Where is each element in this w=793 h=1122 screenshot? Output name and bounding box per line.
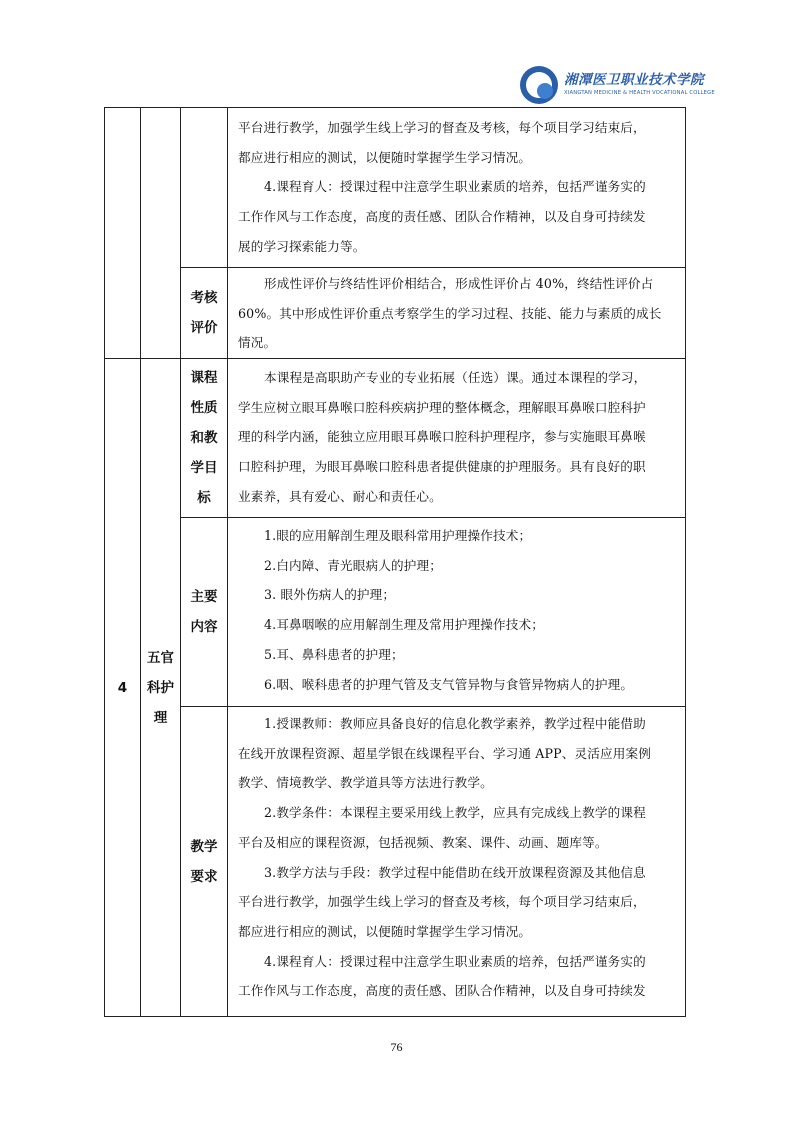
teach-text-line: 教学、情境教学、教学道具等方法进行教学。 bbox=[238, 775, 493, 791]
content-label-line: 主要 bbox=[190, 589, 218, 605]
content-list-cell bbox=[227, 517, 686, 707]
cont-text-line: 展的学习探索能力等。 bbox=[238, 238, 366, 254]
assessment-content-cell bbox=[227, 267, 686, 359]
cont-teach-cell bbox=[227, 107, 686, 268]
course-name-line: 五官 bbox=[147, 649, 174, 666]
nature-text-line: 本课程是高职助产专业的专业拓展（任选）课。通过本课程的学习， bbox=[264, 370, 647, 385]
content-list-item: 2.白内障、青光眼病人的护理； bbox=[264, 557, 442, 573]
teach-label-line: 教学 bbox=[190, 838, 218, 855]
assessment-label-line: 考核 bbox=[190, 290, 218, 306]
content-label-cell bbox=[180, 517, 228, 707]
cont-label-cell bbox=[180, 107, 228, 268]
nature-label-line: 学目 bbox=[190, 460, 218, 476]
teach-label-line: 要求 bbox=[190, 868, 218, 885]
course-name-line: 理 bbox=[153, 709, 168, 726]
nature-label-line: 和教 bbox=[190, 430, 218, 446]
nature-text-line: 业素养，具有爱心、耐心和责任心。 bbox=[238, 488, 442, 504]
nature-label-cell bbox=[180, 358, 228, 518]
content-list-item: 3. 眼外伤病人的护理； bbox=[264, 587, 396, 603]
assessment-text-line: 情况。 bbox=[238, 335, 277, 351]
college-name-cn: 湘潭医卫职业技术学院 bbox=[564, 72, 704, 88]
cont-text-line: 平台进行教学，加强学生线上学习的督查及考核，每个项目学习结束后， bbox=[238, 120, 646, 135]
teach-text-line: 平台及相应的课程资源，包括视频、教案、课件、动画、题库等。 bbox=[238, 834, 608, 850]
nature-content-cell bbox=[227, 358, 686, 518]
content-list-item: 4.耳鼻咽喉的应用解剖生理及常用护理操作技术； bbox=[264, 617, 544, 633]
cont-number-cell bbox=[104, 107, 141, 359]
page-number: 76 bbox=[390, 1040, 403, 1054]
content-label-line: 内容 bbox=[190, 619, 218, 635]
college-name-en: XIANGTAN MEDICINE & HEALTH VOCATIONAL COLLEGE bbox=[564, 90, 715, 96]
teach-text-line: 2.教学条件：本课程主要采用线上教学，应具有完成线上教学的课程 bbox=[264, 805, 646, 821]
teach-text-line: 平台进行教学，加强学生线上学习的督查及考核，每个项目学习结束后， bbox=[238, 894, 646, 910]
course-number: 4 bbox=[117, 679, 128, 696]
teach-text-line: 4.课程育人：授课过程中注意学生职业素质的培养，包括严谨务实的 bbox=[264, 953, 646, 969]
nature-text-line: 口腔科护理，为眼耳鼻喉口腔科患者提供健康的护理服务。具有良好的职 bbox=[238, 459, 646, 475]
teach-text-line: 工作作风与工作态度，高度的责任感、团队合作精神，以及自身可持续发 bbox=[238, 983, 646, 999]
course-name-cell bbox=[140, 358, 181, 1017]
cont-text-line: 4.课程育人：授课过程中注意学生职业素质的培养，包括严谨务实的 bbox=[264, 179, 646, 195]
assessment-label-line: 评价 bbox=[190, 320, 218, 336]
content-list-item: 5.耳、鼻科患者的护理； bbox=[264, 646, 404, 662]
cont-text-line: 工作作风与工作态度，高度的责任感、团队合作精神，以及自身可持续发 bbox=[238, 209, 646, 225]
college-logo-header bbox=[520, 64, 720, 108]
cont-text-line: 都应进行相应的测试，以便随时掌握学生学习情况。 bbox=[238, 149, 532, 165]
teach-content-cell bbox=[227, 706, 686, 1017]
assessment-label-cell bbox=[180, 267, 228, 359]
content-list-item: 6.咽、喉科患者的护理气管及支气管异物与食管异物病人的护理。 bbox=[264, 676, 634, 692]
nature-text-line: 学生应树立眼耳鼻喉口腔科疾病护理的整体概念，理解眼耳鼻喉口腔科护 bbox=[238, 399, 646, 415]
assessment-text-line: 60%。其中形成性评价重点考察学生的学习过程、技能、能力与素质的成长 bbox=[238, 305, 662, 321]
course-name-line: 科护 bbox=[147, 679, 174, 696]
nature-text-line: 理的科学内涵，能独立应用眼耳鼻喉口腔科护理程序，参与实施眼耳鼻喉 bbox=[238, 429, 646, 445]
teach-text-line: 都应进行相应的测试，以便随时掌握学生学习情况。 bbox=[238, 923, 532, 939]
teach-text-line: 1.授课教师：教师应具备良好的信息化教学素养，教学过程中能借助 bbox=[264, 716, 646, 731]
cont-name-cell bbox=[140, 107, 181, 359]
nature-label-line: 标 bbox=[197, 490, 211, 506]
nature-label-line: 性质 bbox=[190, 400, 218, 416]
teach-text-line: 3.教学方法与手段：教学过程中能借助在线开放课程资源及其他信息 bbox=[264, 864, 646, 880]
college-emblem-icon bbox=[520, 66, 558, 104]
assessment-text-line: 形成性评价与终结性评价相结合，形成性评价占 40%，终结性评价占 bbox=[264, 276, 654, 291]
teach-text-line: 在线开放课程资源、超星学银在线课程平台、学习通 APP、灵活应用案例 bbox=[238, 745, 651, 761]
teach-label-cell bbox=[180, 706, 228, 1017]
course-number-cell bbox=[104, 358, 141, 1017]
content-list-item: 1.眼的应用解剖生理及眼科常用护理操作技术； bbox=[264, 528, 532, 543]
nature-label-line: 课程 bbox=[190, 370, 218, 386]
